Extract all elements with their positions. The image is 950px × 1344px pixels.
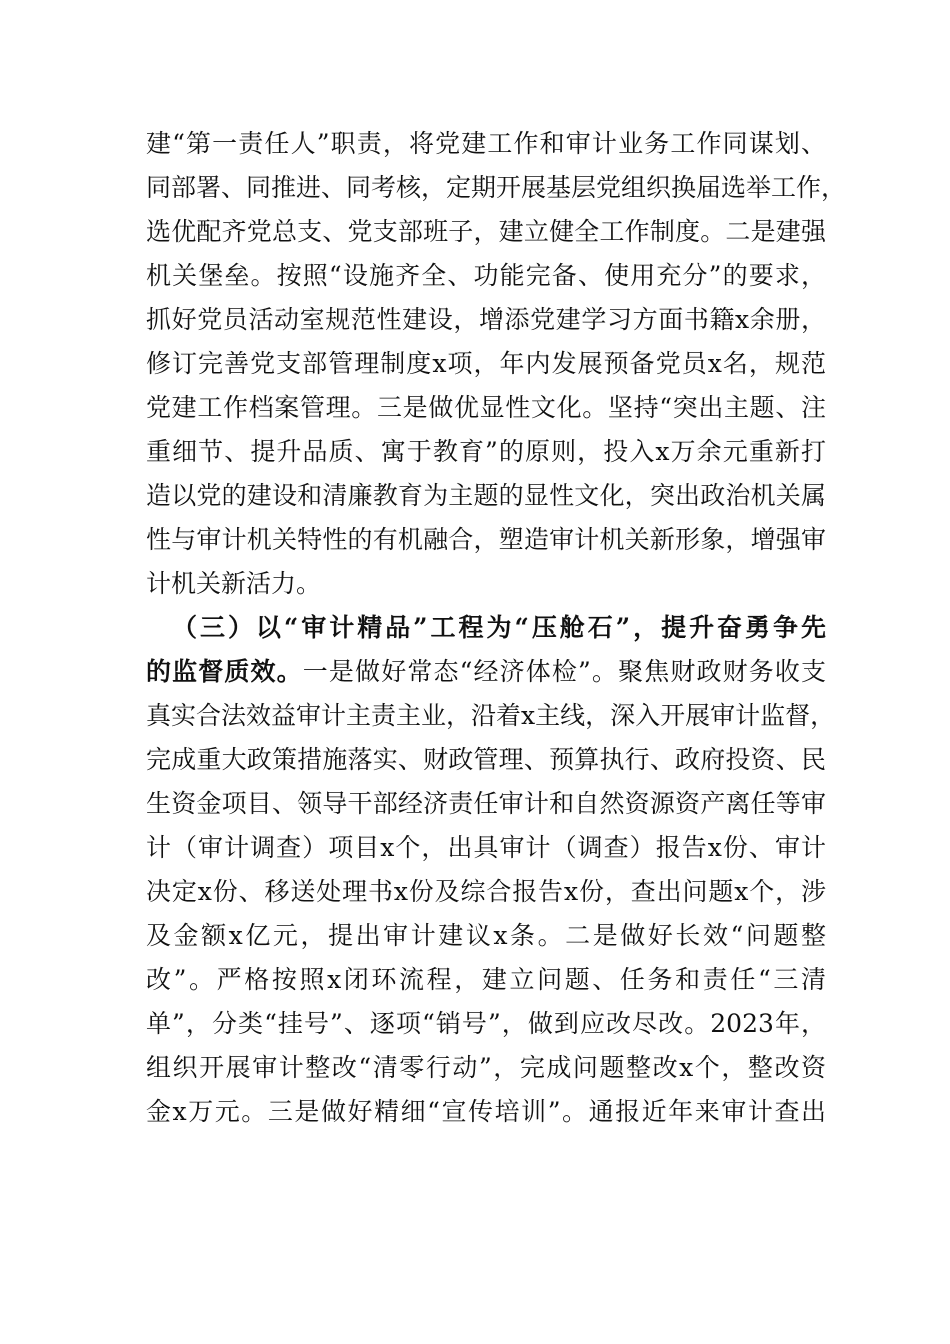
- text-line: 选优配齐党总支、党支部班子，建立健全工作制度。二是建强: [146, 217, 826, 246]
- text-line: 组织开展审计整改“清零行动”，完成问题整改x个，整改资: [146, 1053, 826, 1082]
- text-line: 决定x份、移送处理书x份及综合报告x份，查出问题x个，涉: [146, 877, 826, 906]
- section-heading: （三）以“审计精品”工程为“压舱石”，提升奋勇争先: [172, 613, 826, 642]
- text-line: 党建工作档案管理。三是做优显性文化。坚持“突出主题、注: [146, 393, 826, 422]
- text-line: [146, 650, 826, 694]
- text-line: 性与审计机关特性的有机融合，塑造审计机关新形象，增强审: [146, 525, 826, 554]
- paragraph-audit-quality: [146, 606, 836, 1134]
- text-line: 修订完善党支部管理制度x项，年内发展预备党员x名，规范: [146, 349, 826, 378]
- text-line: 造以党的建设和清廉教育为主题的显性文化，突出政治机关属: [146, 481, 826, 510]
- text-line: 机关堡垒。按照“设施齐全、功能完备、使用充分”的要求，: [146, 261, 826, 290]
- text-line: 同部署、同推进、同考核，定期开展基层党组织换届选举工作，: [146, 173, 847, 202]
- text-line: 生资金项目、领导干部经济责任审计和自然资源资产离任等审: [146, 789, 826, 818]
- text-span: 一是做好常态“经济体检”。聚焦财政财务收支: [302, 657, 826, 686]
- text-line: 及金额x亿元，提出审计建议x条。二是做好长效“问题整: [146, 921, 826, 950]
- text-line: 计机关新活力。: [146, 569, 322, 598]
- text-line: 完成重大政策措施落实、财政管理、预算执行、政府投资、民: [146, 745, 826, 774]
- text-line: 金x万元。三是做好精细“宣传培训”。通报近年来审计查出: [146, 1097, 826, 1126]
- section-heading-end: 的监督质效。: [146, 657, 303, 686]
- text-line: 重细节、提升品质、寓于教育”的原则，投入x万余元重新打: [146, 437, 826, 466]
- text-line: 单”，分类“挂号”、逐项“销号”，做到应改尽改。2023年，: [146, 1009, 826, 1038]
- text-line: 改”。严格按照x闭环流程，建立问题、任务和责任“三清: [146, 965, 826, 994]
- text-line: 计（审计调查）项目x个，出具审计（调查）报告x份、审计: [146, 833, 826, 862]
- text-line: 建“第一责任人”职责，将党建工作和审计业务工作同谋划、: [146, 129, 826, 158]
- document-body: [146, 122, 847, 1134]
- text-line: 抓好党员活动室规范性建设，增添党建学习方面书籍x余册，: [146, 305, 826, 334]
- text-line: 真实合法效益审计主责主业，沿着x主线，深入开展审计监督，: [146, 701, 836, 730]
- paragraph-party-building: [146, 122, 847, 606]
